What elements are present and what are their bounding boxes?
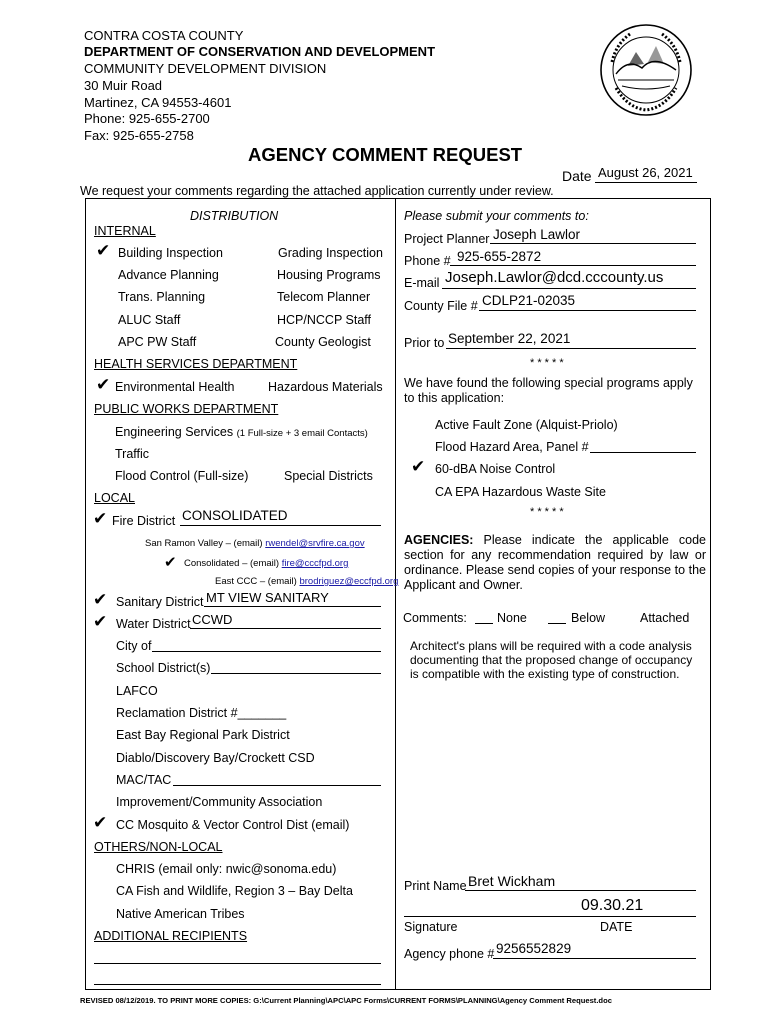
fire-district-value[interactable]: CONSOLIDATED (182, 508, 288, 523)
agencies-text: Please indicate the applicable code section for any recommendation required by law or ordinance. Please send copies of your response to the Applicant and Owner. (404, 533, 706, 592)
county-file-underline (479, 310, 696, 311)
water-district-check[interactable]: ✔ (93, 612, 108, 631)
school-district-underline[interactable] (211, 673, 381, 674)
engineering-services (115, 425, 368, 439)
lafco: LAFCO (116, 684, 158, 698)
stars-divider-1: * * * * * (530, 357, 564, 369)
consolidated-email-link[interactable]: fire@cccfpd.org (281, 558, 349, 569)
county-geologist: County Geologist (275, 335, 371, 349)
comment-none: None (497, 611, 527, 625)
telecom-planner: Telecom Planner (277, 290, 371, 304)
signature-date-value[interactable]: 09.30.21 (581, 897, 644, 914)
comment-text[interactable]: Architect's plans will be required with a code analysis documenting that the proposed change of occupancy is compatible with the existing type of construction. (410, 639, 693, 681)
page-title: AGENCY COMMENT REQUEST (248, 144, 523, 165)
hazardous-waste-site: CA EPA Hazardous Waste Site (435, 485, 606, 499)
environmental-health-check[interactable]: ✔ (96, 375, 111, 394)
phone-underline (450, 265, 696, 266)
san-ramon-label: San Ramon Valley – (email) (145, 538, 263, 549)
distribution-heading: DISTRIBUTION (190, 209, 279, 223)
diablo-csd: Diablo/Discovery Bay/Crockett CSD (116, 751, 315, 765)
address-line-1: 30 Muir Road (84, 78, 163, 93)
east-ccc-label: East CCC – (email) (215, 576, 297, 587)
additional-recipient-line-1[interactable] (94, 963, 381, 964)
water-district-value[interactable]: CCWD (192, 612, 233, 627)
county-file-label: County File # (404, 299, 478, 313)
date-label: Date (562, 168, 592, 184)
print-name-underline (465, 890, 696, 891)
environmental-health: Environmental Health (115, 380, 235, 394)
prior-to-value[interactable]: September 22, 2021 (448, 331, 571, 346)
column-divider (395, 198, 396, 990)
east-ccc-email-link[interactable]: brodriguez@eccfpd.org (299, 576, 399, 587)
prior-to-underline (446, 348, 696, 349)
header-phone: Phone: 925-655-2700 (84, 111, 210, 126)
special-districts: Special Districts (284, 469, 373, 483)
agencies-instructions (404, 533, 706, 593)
stars-divider-2: * * * * * (530, 506, 564, 518)
comment-below: Below (571, 611, 606, 625)
local-heading: LOCAL (94, 491, 135, 505)
fire-district-underline (180, 525, 381, 526)
mosquito-vector: CC Mosquito & Vector Control Dist (email) (116, 818, 350, 832)
agency-phone-label: Agency phone # (404, 947, 495, 961)
agency-phone-value[interactable]: 9256552829 (496, 941, 572, 956)
print-name-value[interactable]: Bret Wickham (468, 873, 556, 889)
phone-value[interactable]: 925-655-2872 (457, 249, 542, 264)
intro-text: We request your comments regarding the attached application currently under review. (80, 184, 554, 198)
east-ccc-row (215, 576, 398, 587)
mac-tac-underline[interactable] (173, 785, 381, 786)
county-seal-icon (598, 22, 694, 118)
city-of-underline[interactable] (152, 651, 381, 652)
water-district-label: Water District (116, 617, 191, 631)
comment-none-box[interactable] (475, 623, 493, 624)
signature-underline[interactable] (404, 916, 696, 917)
city-of-label: City of (116, 639, 152, 653)
submit-heading: Please submit your comments to: (404, 209, 589, 223)
advance-planning: Advance Planning (118, 268, 219, 282)
san-ramon-row (145, 538, 365, 549)
email-label: E-mail (404, 276, 440, 290)
reclamation-district: Reclamation District #_______ (116, 706, 287, 720)
public-works-heading: PUBLIC WORKS DEPARTMENT (94, 402, 279, 416)
native-tribes: Native American Tribes (116, 907, 245, 921)
email-underline (442, 288, 696, 289)
project-planner-underline (490, 243, 696, 244)
east-bay-parks: East Bay Regional Park District (116, 728, 290, 742)
county-file-value[interactable]: CDLP21-02035 (482, 293, 576, 308)
traffic: Traffic (115, 447, 150, 461)
comments-label: Comments: (403, 611, 467, 625)
trans-planning: Trans. Planning (118, 290, 206, 304)
aluc-staff: ALUC Staff (118, 313, 181, 327)
water-district-underline (190, 628, 381, 629)
signature-date-label: DATE (600, 920, 633, 934)
noise-control-check[interactable]: ✔ (411, 457, 426, 476)
housing-programs: Housing Programs (277, 268, 381, 282)
improvement-association: Improvement/Community Association (116, 795, 323, 809)
additional-recipient-line-2[interactable] (94, 984, 381, 985)
flood-control: Flood Control (Full-size) (115, 469, 249, 483)
header-fax: Fax: 925-655-2758 (84, 128, 194, 143)
fault-zone: Active Fault Zone (Alquist-Priolo) (435, 418, 618, 432)
noise-control: 60-dBA Noise Control (435, 462, 556, 476)
date-value[interactable]: August 26, 2021 (598, 165, 693, 180)
fish-wildlife: CA Fish and Wildlife, Region 3 – Bay Delta (116, 884, 353, 898)
chris-contact: CHRIS (email only: nwic@sonoma.edu) (116, 862, 337, 876)
internal-heading: INTERNAL (94, 224, 156, 238)
flood-hazard-underline[interactable] (590, 452, 696, 453)
division-name: COMMUNITY DEVELOPMENT DIVISION (84, 61, 327, 76)
engineering-services-label: Engineering Services (115, 425, 234, 439)
additional-recipients-heading: ADDITIONAL RECIPIENTS (94, 929, 248, 943)
print-name-label: Print Name (404, 879, 467, 893)
comment-attached: Attached (640, 611, 690, 625)
hazardous-materials: Hazardous Materials (268, 380, 383, 394)
fire-district-label: Fire District (112, 514, 176, 528)
consolidated-check[interactable]: ✔ (164, 554, 177, 571)
sanitary-district-underline (204, 606, 381, 607)
engineering-services-note: (1 Full-size + 3 email Contacts) (236, 428, 368, 439)
apc-pw-staff: APC PW Staff (118, 335, 197, 349)
special-programs-intro: We have found the following special programs apply to this application: (404, 376, 693, 405)
footer-note: REVISED 08/12/2019. TO PRINT MORE COPIES: G:\Current Planning\APC\APC Forms\CURRENT FORMS\PLANNING\Agency Comment Request.doc (80, 996, 612, 1005)
building-inspection-check[interactable]: ✔ (96, 241, 111, 260)
sanitary-district-label: Sanitary District (116, 595, 204, 609)
county-name: CONTRA COSTA COUNTY (84, 28, 244, 43)
fire-district-check[interactable]: ✔ (93, 509, 108, 528)
grading-inspection: Grading Inspection (278, 246, 383, 260)
building-inspection: Building Inspection (118, 246, 223, 260)
agency-phone-underline (493, 958, 696, 959)
prior-to-label: Prior to (404, 336, 445, 350)
school-district-label: School District(s) (116, 661, 211, 675)
sanitary-district-check[interactable]: ✔ (93, 590, 108, 609)
comment-below-box[interactable] (548, 623, 566, 624)
mac-tac-label: MAC/TAC (116, 773, 172, 787)
project-planner-value[interactable]: Joseph Lawlor (493, 227, 581, 242)
date-underline (595, 182, 697, 183)
consolidated-row (184, 558, 348, 569)
mosquito-check[interactable]: ✔ (93, 813, 108, 832)
flood-hazard-label: Flood Hazard Area, Panel # (435, 440, 589, 454)
sanitary-district-value[interactable]: MT VIEW SANITARY (206, 590, 329, 605)
hcp-staff: HCP/NCCP Staff (277, 313, 372, 327)
agencies-bold: AGENCIES: (404, 533, 474, 547)
address-line-2: Martinez, CA 94553-4601 (84, 95, 232, 110)
consolidated-label: Consolidated – (email) (184, 558, 280, 569)
san-ramon-email-link[interactable]: rwendel@srvfire.ca.gov (265, 538, 365, 549)
health-services-heading: HEALTH SERVICES DEPARTMENT (94, 357, 298, 371)
email-value[interactable]: Joseph.Lawlor@dcd.cccounty.us (445, 269, 664, 286)
phone-label: Phone # (404, 254, 451, 268)
department-name: DEPARTMENT OF CONSERVATION AND DEVELOPMENT (84, 44, 436, 59)
project-planner-label: Project Planner (404, 232, 490, 246)
others-heading: OTHERS/NON-LOCAL (94, 840, 223, 854)
signature-label: Signature (404, 920, 458, 934)
